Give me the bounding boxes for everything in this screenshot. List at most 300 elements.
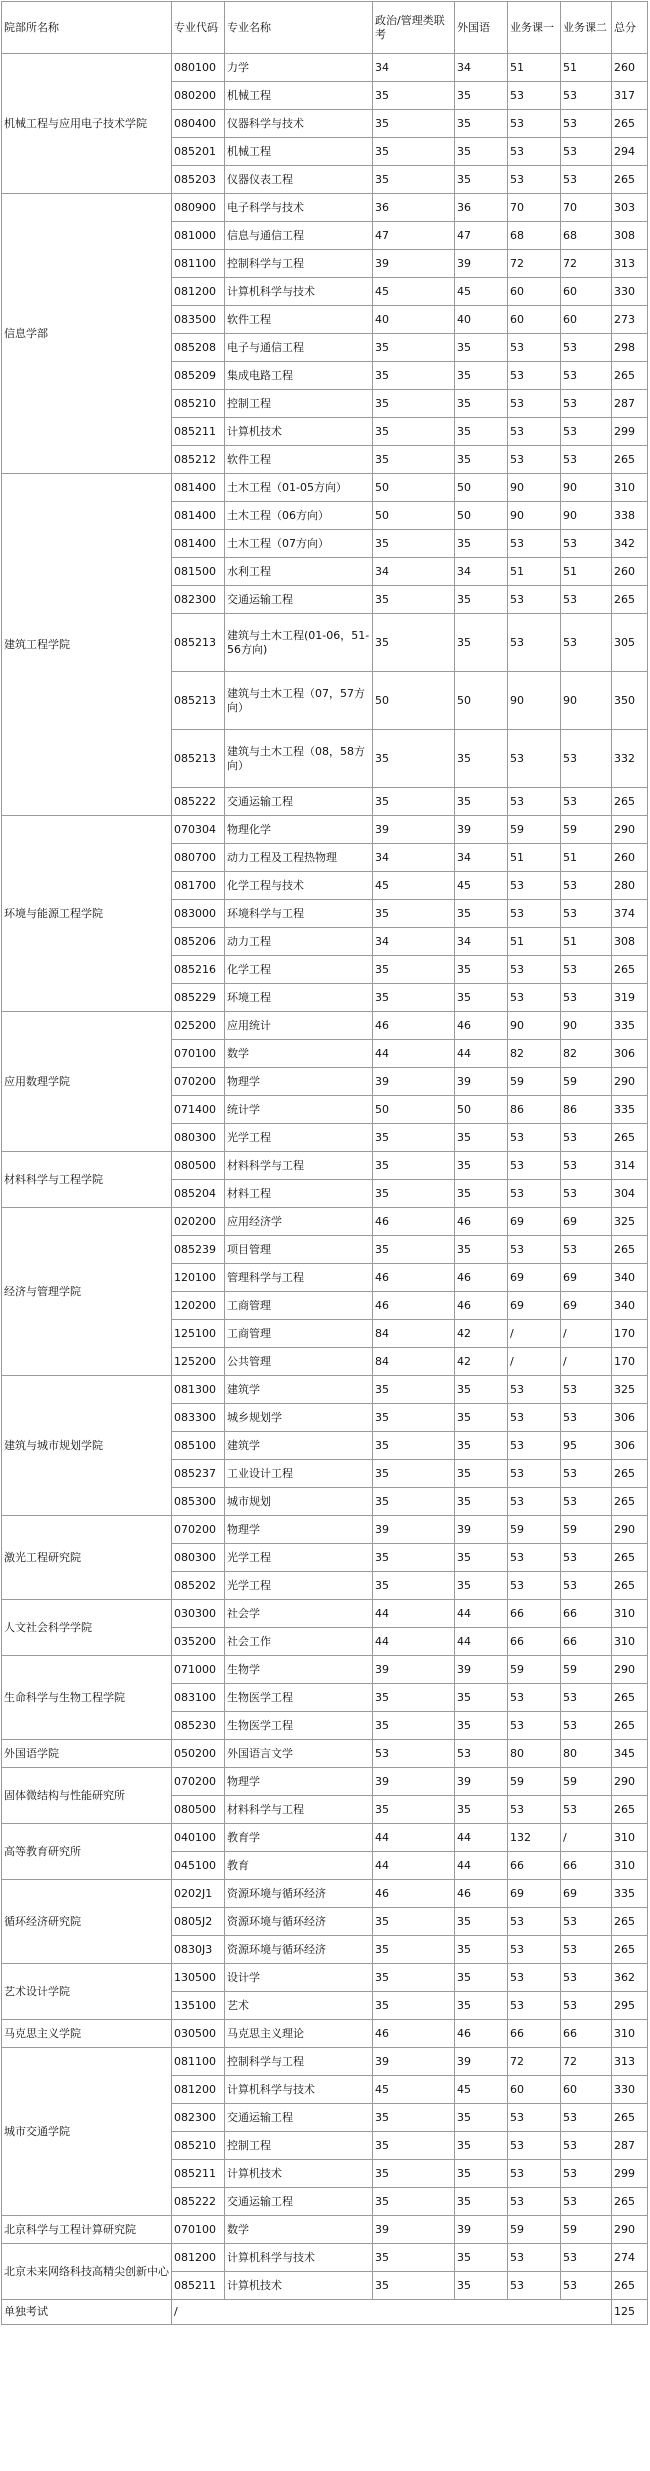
foreign-score: 35 (455, 614, 508, 672)
politics-score: 35 (373, 1712, 455, 1740)
foreign-score: 53 (455, 1740, 508, 1768)
course2-score: 53 (561, 1460, 612, 1488)
major-code: 085204 (172, 1180, 225, 1208)
politics-score: 35 (373, 1124, 455, 1152)
header-name: 专业名称 (225, 2, 373, 54)
foreign-score: 46 (455, 1264, 508, 1292)
foreign-score: 35 (455, 730, 508, 788)
major-code: 071400 (172, 1096, 225, 1124)
major-code: 081000 (172, 222, 225, 250)
major-code: 080500 (172, 1152, 225, 1180)
course2-score: 53 (561, 418, 612, 446)
major-name: 生物医学工程 (225, 1684, 373, 1712)
politics-score: 45 (373, 278, 455, 306)
major-code: 085230 (172, 1712, 225, 1740)
major-code: 080500 (172, 1796, 225, 1824)
table-row (2, 474, 648, 502)
department-name: 经济与管理学院 (2, 1208, 172, 1376)
course1-score: 53 (508, 730, 561, 788)
politics-score: 35 (373, 788, 455, 816)
total-score: 305 (612, 614, 648, 672)
header-code: 专业代码 (172, 2, 225, 54)
major-code: 030300 (172, 1600, 225, 1628)
politics-score: 36 (373, 194, 455, 222)
major-code: 083500 (172, 306, 225, 334)
course1-score: 70 (508, 194, 561, 222)
course2-score: 53 (561, 1376, 612, 1404)
major-name: 环境科学与工程 (225, 900, 373, 928)
politics-score: 39 (373, 816, 455, 844)
total-score: 299 (612, 2160, 648, 2188)
foreign-score: 34 (455, 54, 508, 82)
major-name: 计算机科学与技术 (225, 278, 373, 306)
politics-score: 84 (373, 1348, 455, 1376)
total-score: 290 (612, 816, 648, 844)
course1-score: 51 (508, 54, 561, 82)
politics-score: 39 (373, 1656, 455, 1684)
foreign-score: 40 (455, 306, 508, 334)
course1-score: 53 (508, 614, 561, 672)
major-name: 水利工程 (225, 558, 373, 586)
course2-score: 53 (561, 1684, 612, 1712)
foreign-score: 42 (455, 1320, 508, 1348)
course2-score: 53 (561, 1152, 612, 1180)
table-row (2, 816, 648, 844)
total-score: 265 (612, 362, 648, 390)
foreign-score: 35 (455, 1992, 508, 2020)
course1-score: 53 (508, 788, 561, 816)
foreign-score: 46 (455, 1880, 508, 1908)
major-name: 土木工程（01-05方向） (225, 474, 373, 502)
major-code: 045100 (172, 1852, 225, 1880)
major-name: 动力工程及工程热物理 (225, 844, 373, 872)
major-code: 085209 (172, 362, 225, 390)
foreign-score: 44 (455, 1628, 508, 1656)
major-code: 081100 (172, 2048, 225, 2076)
politics-score: 35 (373, 418, 455, 446)
major-code: 070200 (172, 1068, 225, 1096)
course1-score: 53 (508, 334, 561, 362)
foreign-score: 35 (455, 1712, 508, 1740)
politics-score: 35 (373, 1376, 455, 1404)
table-row (2, 1740, 648, 1768)
politics-score: 46 (373, 2020, 455, 2048)
major-name: 物理化学 (225, 816, 373, 844)
department-name: 马克思主义学院 (2, 2020, 172, 2048)
course1-score: 51 (508, 558, 561, 586)
politics-score: 34 (373, 928, 455, 956)
course1-score: 59 (508, 816, 561, 844)
major-code: 081200 (172, 278, 225, 306)
total-score: 335 (612, 1096, 648, 1124)
politics-score: 35 (373, 2244, 455, 2272)
politics-score: 35 (373, 586, 455, 614)
table-row (2, 1768, 648, 1796)
course1-score: 53 (508, 1376, 561, 1404)
major-name: 项目管理 (225, 1236, 373, 1264)
major-code: 080300 (172, 1124, 225, 1152)
course2-score: 60 (561, 2076, 612, 2104)
major-code: 085211 (172, 2160, 225, 2188)
course2-score: 53 (561, 730, 612, 788)
course2-score: 69 (561, 1264, 612, 1292)
foreign-score: 35 (455, 110, 508, 138)
department-name: 信息学部 (2, 194, 172, 474)
major-code: 080100 (172, 54, 225, 82)
major-code: 083300 (172, 1404, 225, 1432)
major-code: 085213 (172, 730, 225, 788)
major-name: 设计学 (225, 1964, 373, 1992)
politics-score: 44 (373, 1600, 455, 1628)
politics-score: 35 (373, 1684, 455, 1712)
foreign-score: 35 (455, 82, 508, 110)
total-score: 310 (612, 1852, 648, 1880)
major-name: 建筑与土木工程(01-06，51-56方向) (225, 614, 373, 672)
course1-score: 53 (508, 956, 561, 984)
major-code: 080200 (172, 82, 225, 110)
course2-score: 53 (561, 1544, 612, 1572)
total-score: 265 (612, 166, 648, 194)
course1-score: 53 (508, 1236, 561, 1264)
total-score: 265 (612, 586, 648, 614)
politics-score: 35 (373, 166, 455, 194)
politics-score: 39 (373, 1068, 455, 1096)
major-name: 工商管理 (225, 1320, 373, 1348)
header-dept: 院部所名称 (2, 2, 172, 54)
major-code: 125200 (172, 1348, 225, 1376)
total-score: 290 (612, 1516, 648, 1544)
major-code: 081400 (172, 474, 225, 502)
major-code: 080700 (172, 844, 225, 872)
foreign-score: 35 (455, 1544, 508, 1572)
course1-score: 53 (508, 586, 561, 614)
course2-score: 53 (561, 446, 612, 474)
politics-score: 46 (373, 1208, 455, 1236)
header-politics: 政治/管理类联考 (373, 2, 455, 54)
major-name: 仪器科学与技术 (225, 110, 373, 138)
table-row (2, 2020, 648, 2048)
foreign-score: 35 (455, 1796, 508, 1824)
foreign-score: 35 (455, 956, 508, 984)
total-score: 313 (612, 250, 648, 278)
course2-score: 90 (561, 672, 612, 730)
total-score: 319 (612, 984, 648, 1012)
major-name: 建筑与土木工程（08，58方向） (225, 730, 373, 788)
total-score: 265 (612, 1796, 648, 1824)
foreign-score: 35 (455, 586, 508, 614)
foreign-score: 39 (455, 1516, 508, 1544)
department-name: 艺术设计学院 (2, 1964, 172, 2020)
total-score: 306 (612, 1040, 648, 1068)
course1-score: 53 (508, 2272, 561, 2300)
course1-score: 69 (508, 1880, 561, 1908)
total-score: 325 (612, 1376, 648, 1404)
foreign-score: 35 (455, 1572, 508, 1600)
major-code: 030500 (172, 2020, 225, 2048)
politics-score: 84 (373, 1320, 455, 1348)
foreign-score: 35 (455, 530, 508, 558)
major-name: 外国语言文学 (225, 1740, 373, 1768)
major-name: 土木工程（07方向） (225, 530, 373, 558)
major-code: 070200 (172, 1516, 225, 1544)
foreign-score: 50 (455, 672, 508, 730)
total-score: 290 (612, 1656, 648, 1684)
major-name: 资源环境与循环经济 (225, 1908, 373, 1936)
politics-score: 35 (373, 984, 455, 1012)
total-score: 342 (612, 530, 648, 558)
department-name: 生命科学与生物工程学院 (2, 1656, 172, 1740)
politics-score: 35 (373, 362, 455, 390)
course1-score: 53 (508, 2244, 561, 2272)
course1-score: 53 (508, 1712, 561, 1740)
politics-score: 35 (373, 1544, 455, 1572)
course1-score: 53 (508, 82, 561, 110)
total-score: 265 (612, 1684, 648, 1712)
total-score: 260 (612, 844, 648, 872)
major-code: 085216 (172, 956, 225, 984)
major-code: 135100 (172, 1992, 225, 2020)
major-name: 应用经济学 (225, 1208, 373, 1236)
course1-score: 69 (508, 1292, 561, 1320)
course2-score: 53 (561, 1124, 612, 1152)
course2-score: 53 (561, 872, 612, 900)
course2-score: 53 (561, 614, 612, 672)
major-code: 081200 (172, 2244, 225, 2272)
course2-score: 86 (561, 1096, 612, 1124)
table-row (2, 1964, 648, 1992)
course1-score: 60 (508, 306, 561, 334)
politics-score: 35 (373, 1908, 455, 1936)
course1-score: 80 (508, 1740, 561, 1768)
major-code: 035200 (172, 1628, 225, 1656)
total-score: 298 (612, 334, 648, 362)
major-name: 光学工程 (225, 1124, 373, 1152)
major-name: 交通运输工程 (225, 788, 373, 816)
department-name: 高等教育研究所 (2, 1824, 172, 1880)
major-name: 社会学 (225, 1600, 373, 1628)
total-score: 313 (612, 2048, 648, 2076)
course1-score: 53 (508, 1992, 561, 2020)
course2-score: 59 (561, 1516, 612, 1544)
politics-score: 34 (373, 558, 455, 586)
total-score: 310 (612, 1600, 648, 1628)
course2-score: 53 (561, 362, 612, 390)
major-name: 教育 (225, 1852, 373, 1880)
course2-score: 53 (561, 1404, 612, 1432)
total-score: 310 (612, 1628, 648, 1656)
politics-score: 35 (373, 2132, 455, 2160)
course2-score: 60 (561, 306, 612, 334)
foreign-score: 46 (455, 2020, 508, 2048)
course2-score: 53 (561, 900, 612, 928)
header-total: 总分 (612, 2, 648, 54)
politics-score: 35 (373, 390, 455, 418)
department-name: 人文社会科学学院 (2, 1600, 172, 1656)
politics-score: 50 (373, 1096, 455, 1124)
course1-score: 53 (508, 984, 561, 1012)
politics-score: 46 (373, 1880, 455, 1908)
course2-score: 80 (561, 1740, 612, 1768)
major-code: 085202 (172, 1572, 225, 1600)
foreign-score: 35 (455, 1152, 508, 1180)
major-name: 土木工程（06方向） (225, 502, 373, 530)
department-name: 外国语学院 (2, 1740, 172, 1768)
politics-score: 35 (373, 1236, 455, 1264)
politics-score: 45 (373, 872, 455, 900)
major-code: 125100 (172, 1320, 225, 1348)
total-score: 345 (612, 1740, 648, 1768)
total-score: 265 (612, 2188, 648, 2216)
foreign-score: 35 (455, 2132, 508, 2160)
politics-score: 34 (373, 54, 455, 82)
major-name: 物理学 (225, 1068, 373, 1096)
foreign-score: 45 (455, 278, 508, 306)
course1-score: 53 (508, 1488, 561, 1516)
politics-score: 39 (373, 1516, 455, 1544)
major-code: 085210 (172, 390, 225, 418)
course1-score: 82 (508, 1040, 561, 1068)
major-name: 控制工程 (225, 2132, 373, 2160)
foreign-score: 34 (455, 844, 508, 872)
total-score: 306 (612, 1432, 648, 1460)
major-name: 集成电路工程 (225, 362, 373, 390)
major-code: 085100 (172, 1432, 225, 1460)
major-code: 071000 (172, 1656, 225, 1684)
major-code: 120200 (172, 1292, 225, 1320)
major-name: 资源环境与循环经济 (225, 1936, 373, 1964)
politics-score: 46 (373, 1264, 455, 1292)
foreign-score: 35 (455, 1432, 508, 1460)
major-code: 040100 (172, 1824, 225, 1852)
table-row (2, 54, 648, 82)
politics-score: 35 (373, 1180, 455, 1208)
major-name: 生物学 (225, 1656, 373, 1684)
course1-score: 132 (508, 1824, 561, 1852)
major-name: 应用统计 (225, 1012, 373, 1040)
course1-score: 59 (508, 1068, 561, 1096)
total-score: 274 (612, 2244, 648, 2272)
major-name: 机械工程 (225, 82, 373, 110)
politics-score: 40 (373, 306, 455, 334)
course1-score: 53 (508, 1152, 561, 1180)
major-code: 085229 (172, 984, 225, 1012)
course1-score: 69 (508, 1208, 561, 1236)
department-name: 建筑与城市规划学院 (2, 1376, 172, 1516)
foreign-score: 45 (455, 2076, 508, 2104)
course1-score: 66 (508, 1600, 561, 1628)
course2-score: 66 (561, 2020, 612, 2048)
course2-score: 95 (561, 1432, 612, 1460)
politics-score: 35 (373, 334, 455, 362)
total-score: 265 (612, 2104, 648, 2132)
major-code: 085211 (172, 2272, 225, 2300)
major-code: 083000 (172, 900, 225, 928)
foreign-score: 35 (455, 1460, 508, 1488)
course1-score: 53 (508, 1432, 561, 1460)
major-code: 120100 (172, 1264, 225, 1292)
foreign-score: 39 (455, 816, 508, 844)
major-code: 085212 (172, 446, 225, 474)
total-score: 265 (612, 788, 648, 816)
major-code: 080300 (172, 1544, 225, 1572)
politics-score: 53 (373, 1740, 455, 1768)
total-score: 362 (612, 1964, 648, 1992)
politics-score: 39 (373, 1768, 455, 1796)
total-score: 265 (612, 956, 648, 984)
foreign-score: 35 (455, 2160, 508, 2188)
course2-score: 60 (561, 278, 612, 306)
total-score: 340 (612, 1264, 648, 1292)
total-score: 265 (612, 2272, 648, 2300)
total-score: 306 (612, 1404, 648, 1432)
course1-score: 53 (508, 1460, 561, 1488)
course2-score: / (561, 1348, 612, 1376)
major-code: 020200 (172, 1208, 225, 1236)
major-name: 管理科学与工程 (225, 1264, 373, 1292)
foreign-score: 39 (455, 1068, 508, 1096)
course1-score: 86 (508, 1096, 561, 1124)
politics-score: 35 (373, 1432, 455, 1460)
foreign-score: 35 (455, 2104, 508, 2132)
course2-score: 53 (561, 2272, 612, 2300)
single-exam-total: 125 (612, 2300, 648, 2325)
major-name: 软件工程 (225, 306, 373, 334)
total-score: 280 (612, 872, 648, 900)
course2-score: 70 (561, 194, 612, 222)
total-score: 310 (612, 2020, 648, 2048)
major-name: 城市规划 (225, 1488, 373, 1516)
major-name: 计算机科学与技术 (225, 2076, 373, 2104)
foreign-score: 35 (455, 2188, 508, 2216)
course1-score: 59 (508, 1516, 561, 1544)
course2-score: 53 (561, 530, 612, 558)
foreign-score: 35 (455, 2244, 508, 2272)
course1-score: 53 (508, 110, 561, 138)
course1-score: 90 (508, 502, 561, 530)
major-name: 仪器仪表工程 (225, 166, 373, 194)
course1-score: 53 (508, 1124, 561, 1152)
politics-score: 35 (373, 110, 455, 138)
foreign-score: 44 (455, 1040, 508, 1068)
course2-score: 53 (561, 956, 612, 984)
table-row (2, 1376, 648, 1404)
course2-score: 53 (561, 2244, 612, 2272)
course1-score: 59 (508, 1768, 561, 1796)
total-score: 260 (612, 558, 648, 586)
total-score: 374 (612, 900, 648, 928)
course2-score: 53 (561, 1712, 612, 1740)
politics-score: 35 (373, 1964, 455, 1992)
course1-score: 72 (508, 250, 561, 278)
foreign-score: 34 (455, 558, 508, 586)
course2-score: 53 (561, 586, 612, 614)
foreign-score: 39 (455, 2216, 508, 2244)
major-name: 交通运输工程 (225, 586, 373, 614)
major-code: 070100 (172, 1040, 225, 1068)
total-score: 350 (612, 672, 648, 730)
total-score: 295 (612, 1992, 648, 2020)
header-course2: 业务课二 (561, 2, 612, 54)
course2-score: / (561, 1320, 612, 1348)
foreign-score: 50 (455, 1096, 508, 1124)
politics-score: 35 (373, 2188, 455, 2216)
foreign-score: 44 (455, 1600, 508, 1628)
total-score: 265 (612, 1236, 648, 1264)
course2-score: 66 (561, 1600, 612, 1628)
total-score: 273 (612, 306, 648, 334)
course2-score: 69 (561, 1292, 612, 1320)
department-name: 固体微结构与性能研究所 (2, 1768, 172, 1824)
